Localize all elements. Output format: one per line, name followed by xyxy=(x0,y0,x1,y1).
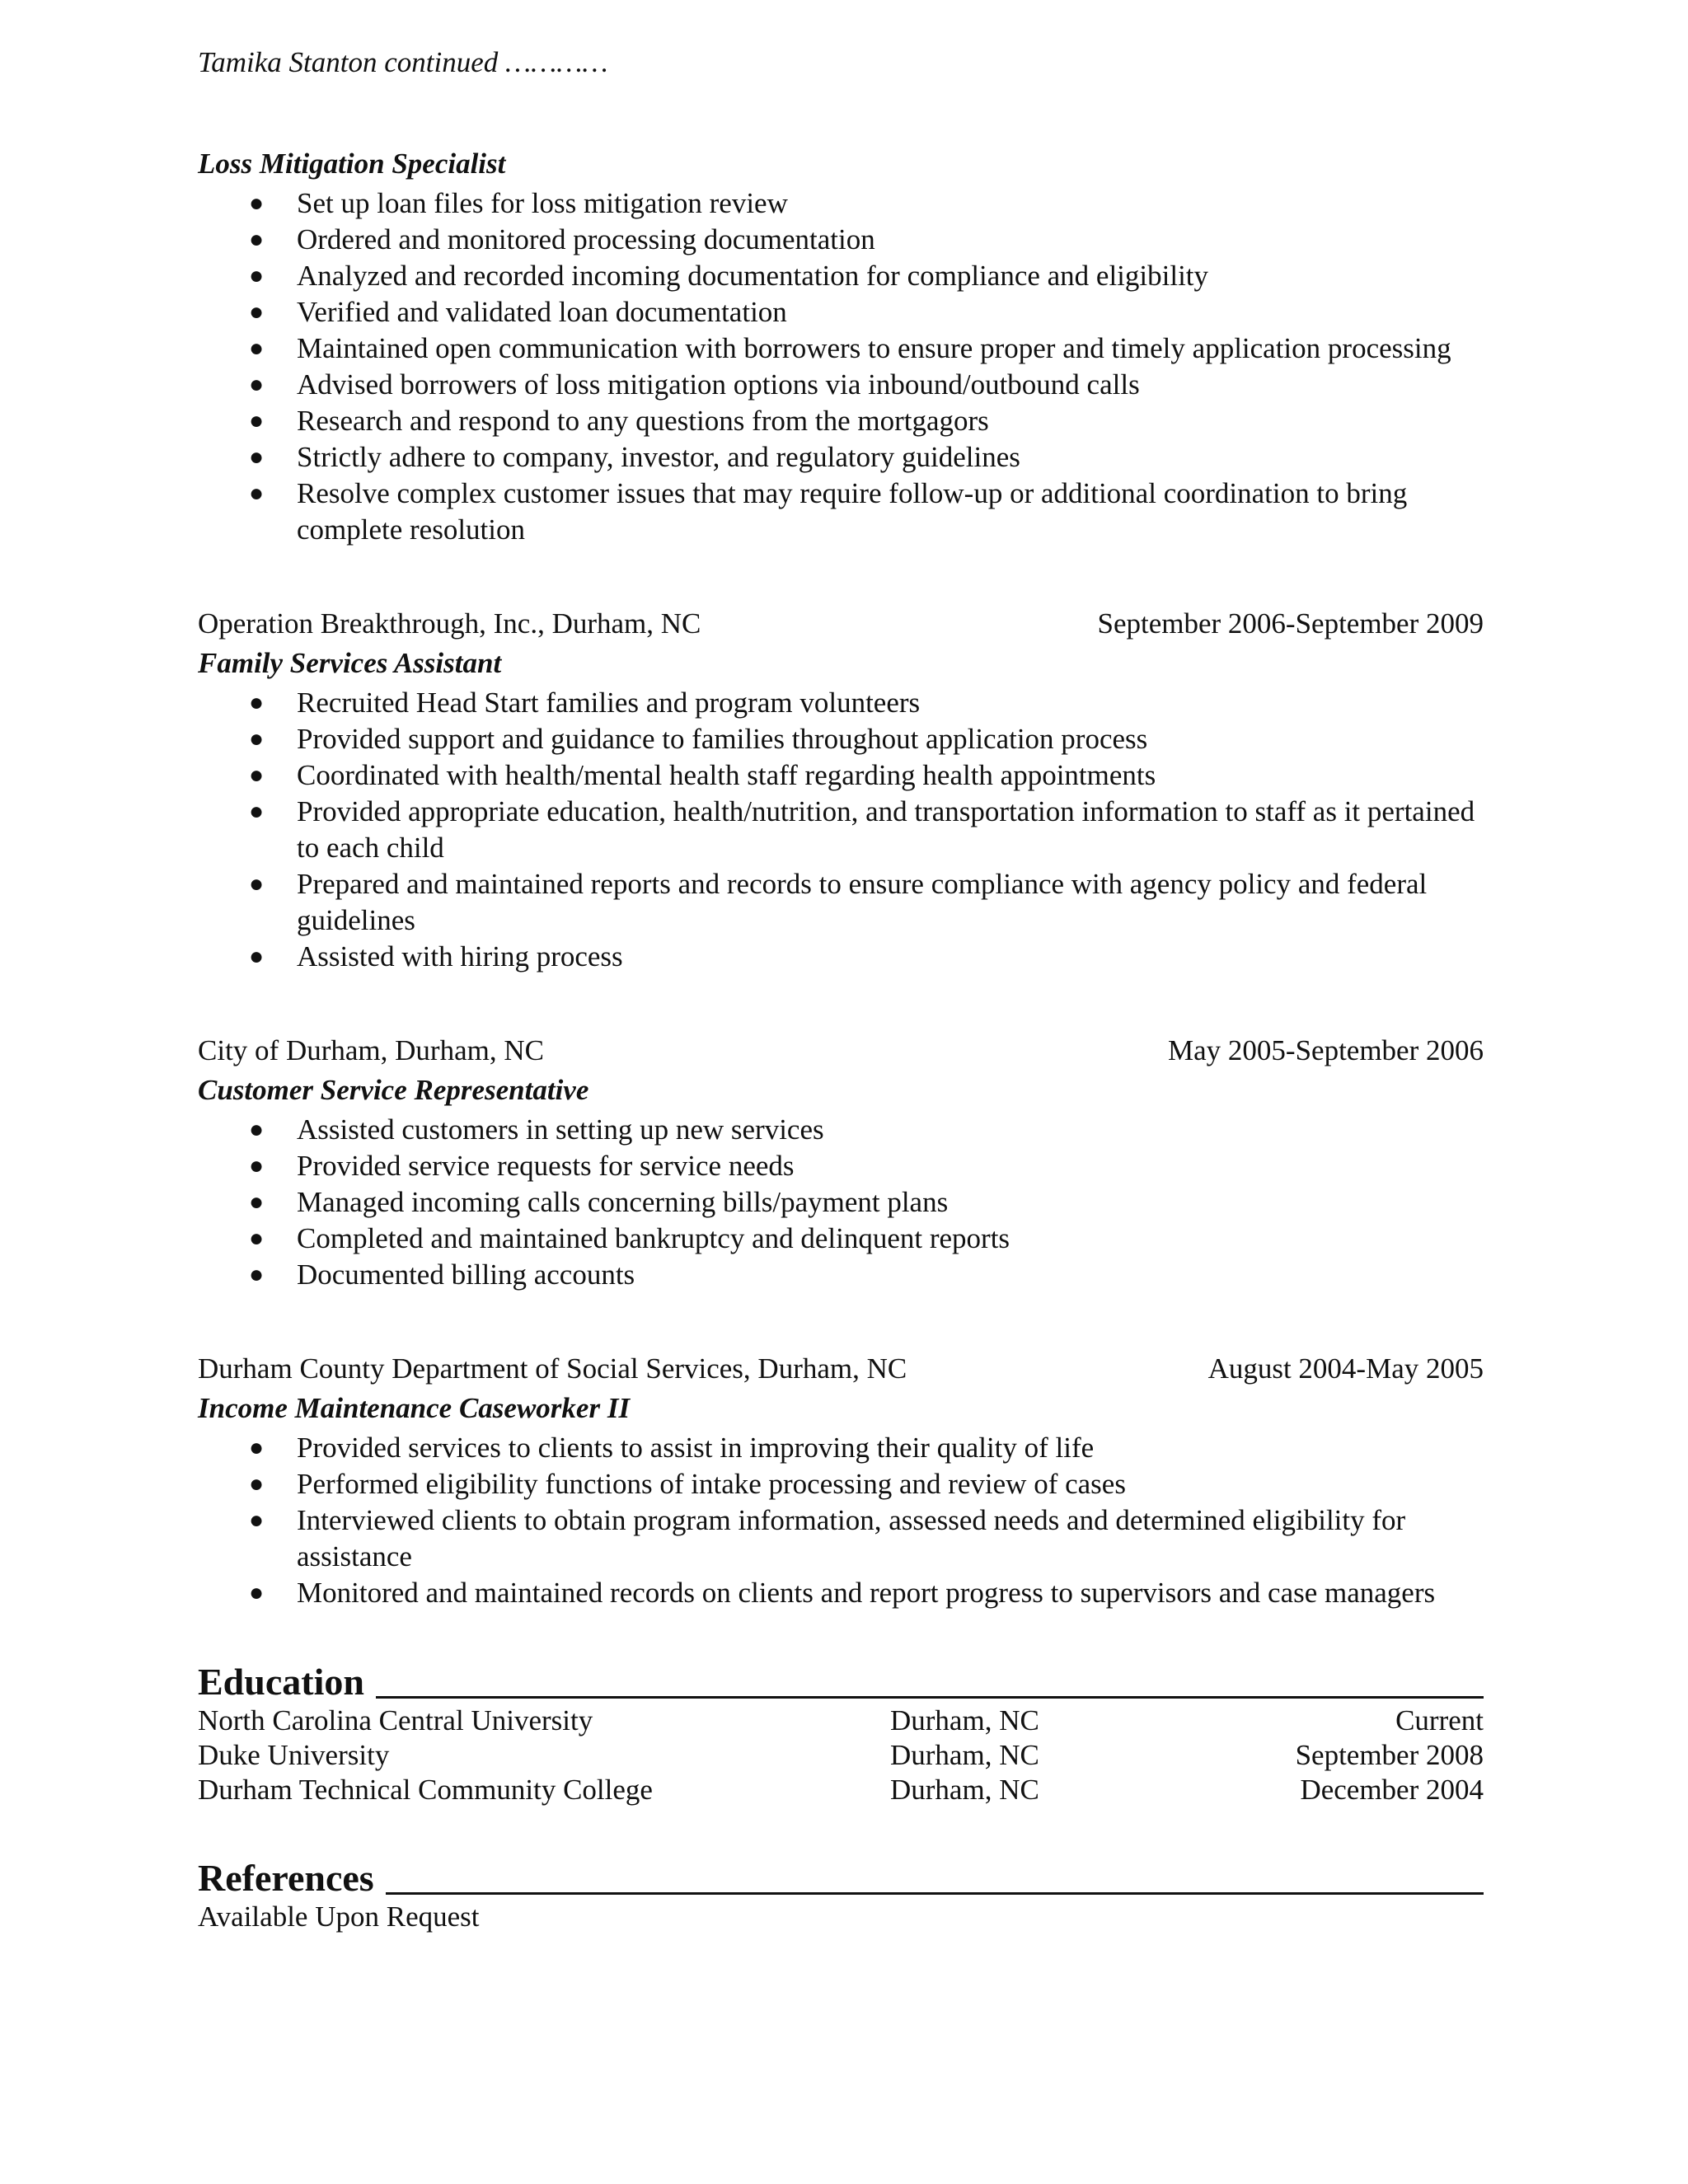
bullet-text: Interviewed clients to obtain program information, assessed needs and determined eligibility for assistance xyxy=(297,1504,1406,1572)
bullet-icon: ● xyxy=(249,335,265,362)
bullet-text: Provided service requests for service needs xyxy=(297,1150,795,1182)
education-heading xyxy=(198,1661,1484,1704)
references-heading xyxy=(198,1857,1484,1900)
list-item xyxy=(198,1257,1484,1293)
bullet-text: Strictly adhere to company, investor, and regulatory guidelines xyxy=(297,441,1020,473)
bullet-text: Managed incoming calls concerning bills/payment plans xyxy=(297,1186,949,1218)
employer: Durham County Department of Social Services, Durham, NC xyxy=(198,1352,907,1385)
list-item xyxy=(198,1430,1484,1466)
bullet-text: Maintained open communication with borrowers to ensure proper and timely application processing xyxy=(297,332,1451,364)
education-row xyxy=(198,1738,1484,1773)
job-title: Loss Mitigation Specialist xyxy=(198,148,506,180)
bullet-icon: ● xyxy=(249,1470,265,1497)
job-title: Customer Service Representative xyxy=(198,1074,589,1106)
list-item xyxy=(198,794,1484,866)
job-title: Income Maintenance Caseworker II xyxy=(198,1392,631,1424)
bullet-icon: ● xyxy=(249,190,265,217)
job-dates: August 2004-May 2005 xyxy=(1207,1352,1484,1385)
list-item xyxy=(198,476,1484,548)
references-text: Available Upon Request xyxy=(198,1900,480,1933)
job-entry xyxy=(198,604,1484,975)
bullet-text: Monitored and maintained records on clients and report progress to supervisors and case managers xyxy=(297,1577,1436,1609)
bullet-text: Analyzed and recorded incoming documentation for compliance and eligibility xyxy=(297,260,1209,292)
bullet-text: Completed and maintained bankruptcy and delinquent reports xyxy=(297,1222,1010,1254)
resume-page xyxy=(198,43,1484,1934)
job-entry xyxy=(198,1349,1484,1611)
section-title: References xyxy=(198,1857,374,1899)
list-item xyxy=(198,1575,1484,1611)
list-item xyxy=(198,721,1484,757)
bullet-text: Research and respond to any questions from the mortgagors xyxy=(297,405,989,437)
employer: City of Durham, Durham, NC xyxy=(198,1034,544,1066)
list-item xyxy=(198,185,1484,222)
list-item xyxy=(198,1112,1484,1148)
list-item xyxy=(198,330,1484,367)
job-bullets xyxy=(198,1430,1484,1611)
bullet-text: Verified and validated loan documentation xyxy=(297,296,787,328)
employer: Operation Breakthrough, Inc., Durham, NC xyxy=(198,607,701,640)
list-item xyxy=(198,1502,1484,1575)
continued-header: Tamika Stanton continued ………… xyxy=(198,46,608,78)
job-entry xyxy=(198,1031,1484,1293)
bullet-icon: ● xyxy=(249,443,265,471)
list-item xyxy=(198,685,1484,721)
job-bullets xyxy=(198,185,1484,548)
bullet-text: Assisted with hiring process xyxy=(297,940,623,972)
job-entry xyxy=(198,144,1484,548)
list-item xyxy=(198,1466,1484,1502)
bullet-icon: ● xyxy=(249,1434,265,1461)
bullet-icon: ● xyxy=(249,226,265,253)
school-city: Durham, NC xyxy=(890,1774,1039,1806)
bullet-icon: ● xyxy=(249,798,265,825)
job-header xyxy=(198,604,1484,644)
list-item xyxy=(198,866,1484,939)
bullet-text: Ordered and monitored processing documentation xyxy=(297,223,875,255)
bullet-icon: ● xyxy=(249,943,265,970)
bullet-icon: ● xyxy=(249,407,265,434)
bullet-text: Provided services to clients to assist in improving their quality of life xyxy=(297,1432,1095,1464)
bullet-icon: ● xyxy=(249,1261,265,1288)
bullet-icon: ● xyxy=(249,1579,265,1606)
bullet-icon: ● xyxy=(249,1152,265,1179)
bullet-text: Performed eligibility functions of intake processing and review of cases xyxy=(297,1468,1126,1500)
bullet-icon: ● xyxy=(249,480,265,507)
bullet-icon: ● xyxy=(249,1188,265,1216)
bullet-icon: ● xyxy=(249,298,265,326)
section-title: Education xyxy=(198,1661,364,1703)
education-row xyxy=(198,1773,1484,1807)
list-item xyxy=(198,222,1484,258)
bullet-text: Resolve complex customer issues that may require follow-up or additional coordination to bring complete resolution xyxy=(297,477,1408,546)
school-date: Current xyxy=(1395,1704,1484,1736)
job-dates: September 2006-September 2009 xyxy=(1097,607,1484,640)
bullet-text: Provided support and guidance to families throughout application process xyxy=(297,723,1148,755)
bullet-text: Prepared and maintained reports and records to ensure compliance with agency policy and federal guidelines xyxy=(297,868,1428,936)
school-city: Durham, NC xyxy=(890,1739,1039,1771)
bullet-icon: ● xyxy=(249,1225,265,1252)
school-city: Durham, NC xyxy=(890,1704,1039,1736)
bullet-icon: ● xyxy=(249,725,265,752)
job-bullets xyxy=(198,1112,1484,1293)
job-bullets xyxy=(198,685,1484,975)
job-title: Family Services Assistant xyxy=(198,647,502,679)
list-item xyxy=(198,939,1484,975)
list-item xyxy=(198,757,1484,794)
bullet-icon: ● xyxy=(249,1507,265,1534)
school-name: North Carolina Central University xyxy=(198,1704,593,1736)
list-item xyxy=(198,439,1484,476)
education-section xyxy=(198,1661,1484,1807)
list-item xyxy=(198,1221,1484,1257)
bullet-text: Advised borrowers of loss mitigation options via inbound/outbound calls xyxy=(297,368,1140,401)
bullet-icon: ● xyxy=(249,762,265,789)
job-header xyxy=(198,1031,1484,1071)
bullet-text: Coordinated with health/mental health staff regarding health appointments xyxy=(297,759,1156,791)
bullet-icon: ● xyxy=(249,371,265,398)
bullet-text: Recruited Head Start families and program volunteers xyxy=(297,687,921,719)
job-header xyxy=(198,1349,1484,1389)
list-item xyxy=(198,258,1484,294)
list-item xyxy=(198,403,1484,439)
school-date: September 2008 xyxy=(1295,1739,1484,1771)
bullet-icon: ● xyxy=(249,689,265,716)
job-dates: May 2005-September 2006 xyxy=(1168,1034,1484,1066)
bullet-text: Set up loan files for loss mitigation review xyxy=(297,187,788,219)
bullet-icon: ● xyxy=(249,262,265,289)
heading-rule xyxy=(376,1696,1484,1699)
school-date: December 2004 xyxy=(1300,1774,1484,1806)
school-name: Duke University xyxy=(198,1739,390,1771)
school-name: Durham Technical Community College xyxy=(198,1774,653,1806)
list-item xyxy=(198,367,1484,403)
bullet-icon: ● xyxy=(249,1116,265,1143)
bullet-text: Provided appropriate education, health/nutrition, and transportation information to staff as it pertained to each child xyxy=(297,795,1475,864)
list-item xyxy=(198,1184,1484,1221)
list-item xyxy=(198,1148,1484,1184)
bullet-icon: ● xyxy=(249,870,265,898)
education-row xyxy=(198,1704,1484,1738)
bullet-text: Assisted customers in setting up new services xyxy=(297,1113,824,1146)
bullet-text: Documented billing accounts xyxy=(297,1258,635,1291)
heading-rule xyxy=(386,1892,1484,1895)
references-section xyxy=(198,1857,1484,1934)
list-item xyxy=(198,294,1484,330)
